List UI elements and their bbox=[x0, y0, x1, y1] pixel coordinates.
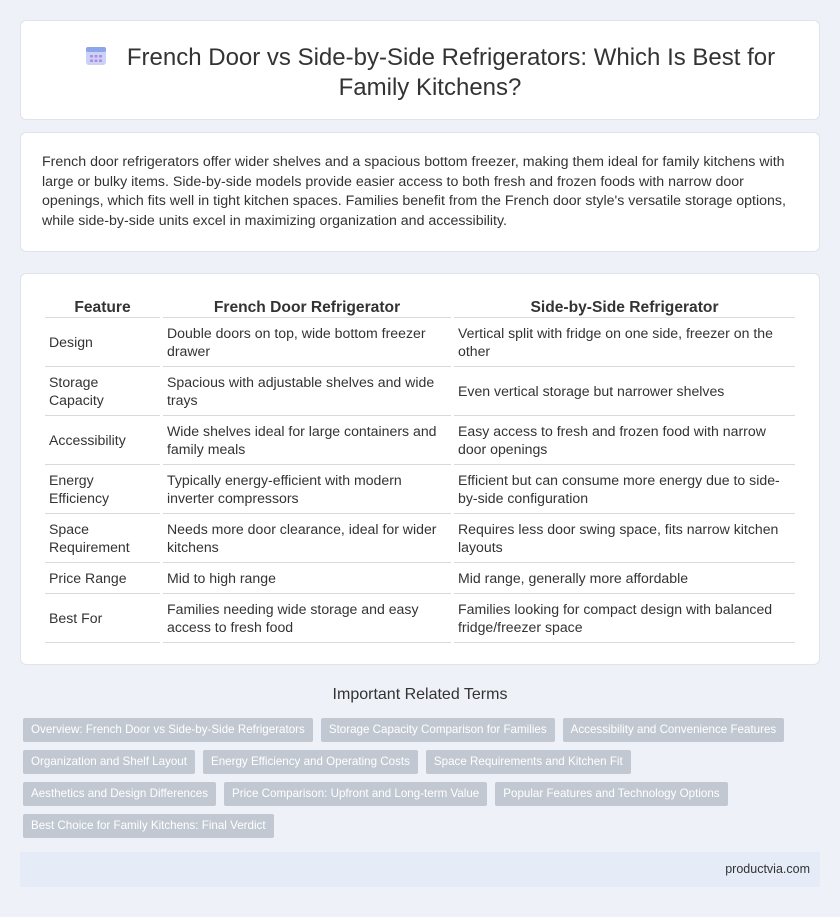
related-term-tag[interactable]: Best Choice for Family Kitchens: Final Verdict bbox=[23, 814, 274, 838]
french-door-cell: Families needing wide storage and easy access to fresh food bbox=[163, 594, 451, 643]
intro-paragraph: French door refrigerators offer wider shelves and a spacious bottom freezer, making them ideal for family kitchens with large or bulky items. Side-by-side models provide easier access to both fresh and frozen foods with narrow door openings, which fits well in tight kitchen spaces. Families benefit from the French door style's versatile storage options, while side-by-side units excel in maximizing organization and accessibility. bbox=[42, 154, 786, 229]
related-term-tag[interactable]: Accessibility and Convenience Features bbox=[563, 718, 785, 742]
header-side-by-side: Side-by-Side Refrigerator bbox=[454, 296, 795, 318]
side-by-side-cell: Even vertical storage but narrower shelves bbox=[454, 367, 795, 416]
related-term-tag[interactable]: Aesthetics and Design Differences bbox=[23, 782, 216, 806]
table-row bbox=[45, 318, 795, 367]
tag-row bbox=[23, 718, 803, 742]
table-row bbox=[45, 563, 795, 594]
side-by-side-cell: Mid range, generally more affordable bbox=[454, 563, 795, 594]
footer bbox=[20, 852, 820, 887]
french-door-cell: Wide shelves ideal for large containers and family meals bbox=[163, 416, 451, 465]
feature-cell: Price Range bbox=[45, 563, 160, 594]
header-french-door: French Door Refrigerator bbox=[163, 296, 451, 318]
header-feature: Feature bbox=[45, 296, 160, 318]
related-term-tag[interactable]: Organization and Shelf Layout bbox=[23, 750, 195, 774]
side-by-side-cell: Easy access to fresh and frozen food with narrow door openings bbox=[454, 416, 795, 465]
related-term-tag[interactable]: Price Comparison: Upfront and Long-term Value bbox=[224, 782, 487, 806]
feature-cell: Accessibility bbox=[45, 416, 160, 465]
tag-row bbox=[23, 782, 803, 806]
related-terms-list bbox=[23, 718, 803, 846]
related-term-tag[interactable]: Space Requirements and Kitchen Fit bbox=[426, 750, 631, 774]
french-door-cell: Spacious with adjustable shelves and wide trays bbox=[163, 367, 451, 416]
related-terms-heading: Important Related Terms bbox=[332, 686, 508, 703]
feature-cell: Best For bbox=[45, 594, 160, 643]
page-title bbox=[81, 43, 779, 103]
comparison-card bbox=[20, 273, 820, 665]
feature-cell: Design bbox=[45, 318, 160, 367]
french-door-cell: Double doors on top, wide bottom freezer drawer bbox=[163, 318, 451, 367]
footer-site-link[interactable]: productvia.com bbox=[725, 862, 810, 876]
table-row bbox=[45, 514, 795, 563]
french-door-cell: Typically energy-efficient with modern inverter compressors bbox=[163, 465, 451, 514]
tag-row bbox=[23, 750, 803, 774]
comparison-table bbox=[42, 296, 798, 643]
side-by-side-cell: Efficient but can consume more energy due to side-by-side configuration bbox=[454, 465, 795, 514]
table-header-row bbox=[45, 296, 795, 318]
table-row bbox=[45, 594, 795, 643]
side-by-side-cell: Families looking for compact design with balanced fridge/freezer space bbox=[454, 594, 795, 643]
intro-card bbox=[20, 132, 820, 252]
french-door-cell: Needs more door clearance, ideal for wider kitchens bbox=[163, 514, 451, 563]
title-card bbox=[20, 20, 820, 120]
tag-row bbox=[23, 814, 803, 838]
french-door-cell: Mid to high range bbox=[163, 563, 451, 594]
related-term-tag[interactable]: Overview: French Door vs Side-by-Side Refrigerators bbox=[23, 718, 313, 742]
side-by-side-cell: Vertical split with fridge on one side, freezer on the other bbox=[454, 318, 795, 367]
related-term-tag[interactable]: Popular Features and Technology Options bbox=[495, 782, 727, 806]
feature-cell: Energy Efficiency bbox=[45, 465, 160, 514]
table-row bbox=[45, 465, 795, 514]
related-term-tag[interactable]: Energy Efficiency and Operating Costs bbox=[203, 750, 418, 774]
table-row bbox=[45, 367, 795, 416]
side-by-side-cell: Requires less door swing space, fits narrow kitchen layouts bbox=[454, 514, 795, 563]
related-term-tag[interactable]: Storage Capacity Comparison for Families bbox=[321, 718, 555, 742]
page-title-text: French Door vs Side-by-Side Refrigerators: Which Is Best for Family Kitchens? bbox=[126, 44, 776, 101]
calendar-icon bbox=[85, 44, 107, 66]
feature-cell: Space Requirement bbox=[45, 514, 160, 563]
feature-cell: Storage Capacity bbox=[45, 367, 160, 416]
table-row bbox=[45, 416, 795, 465]
